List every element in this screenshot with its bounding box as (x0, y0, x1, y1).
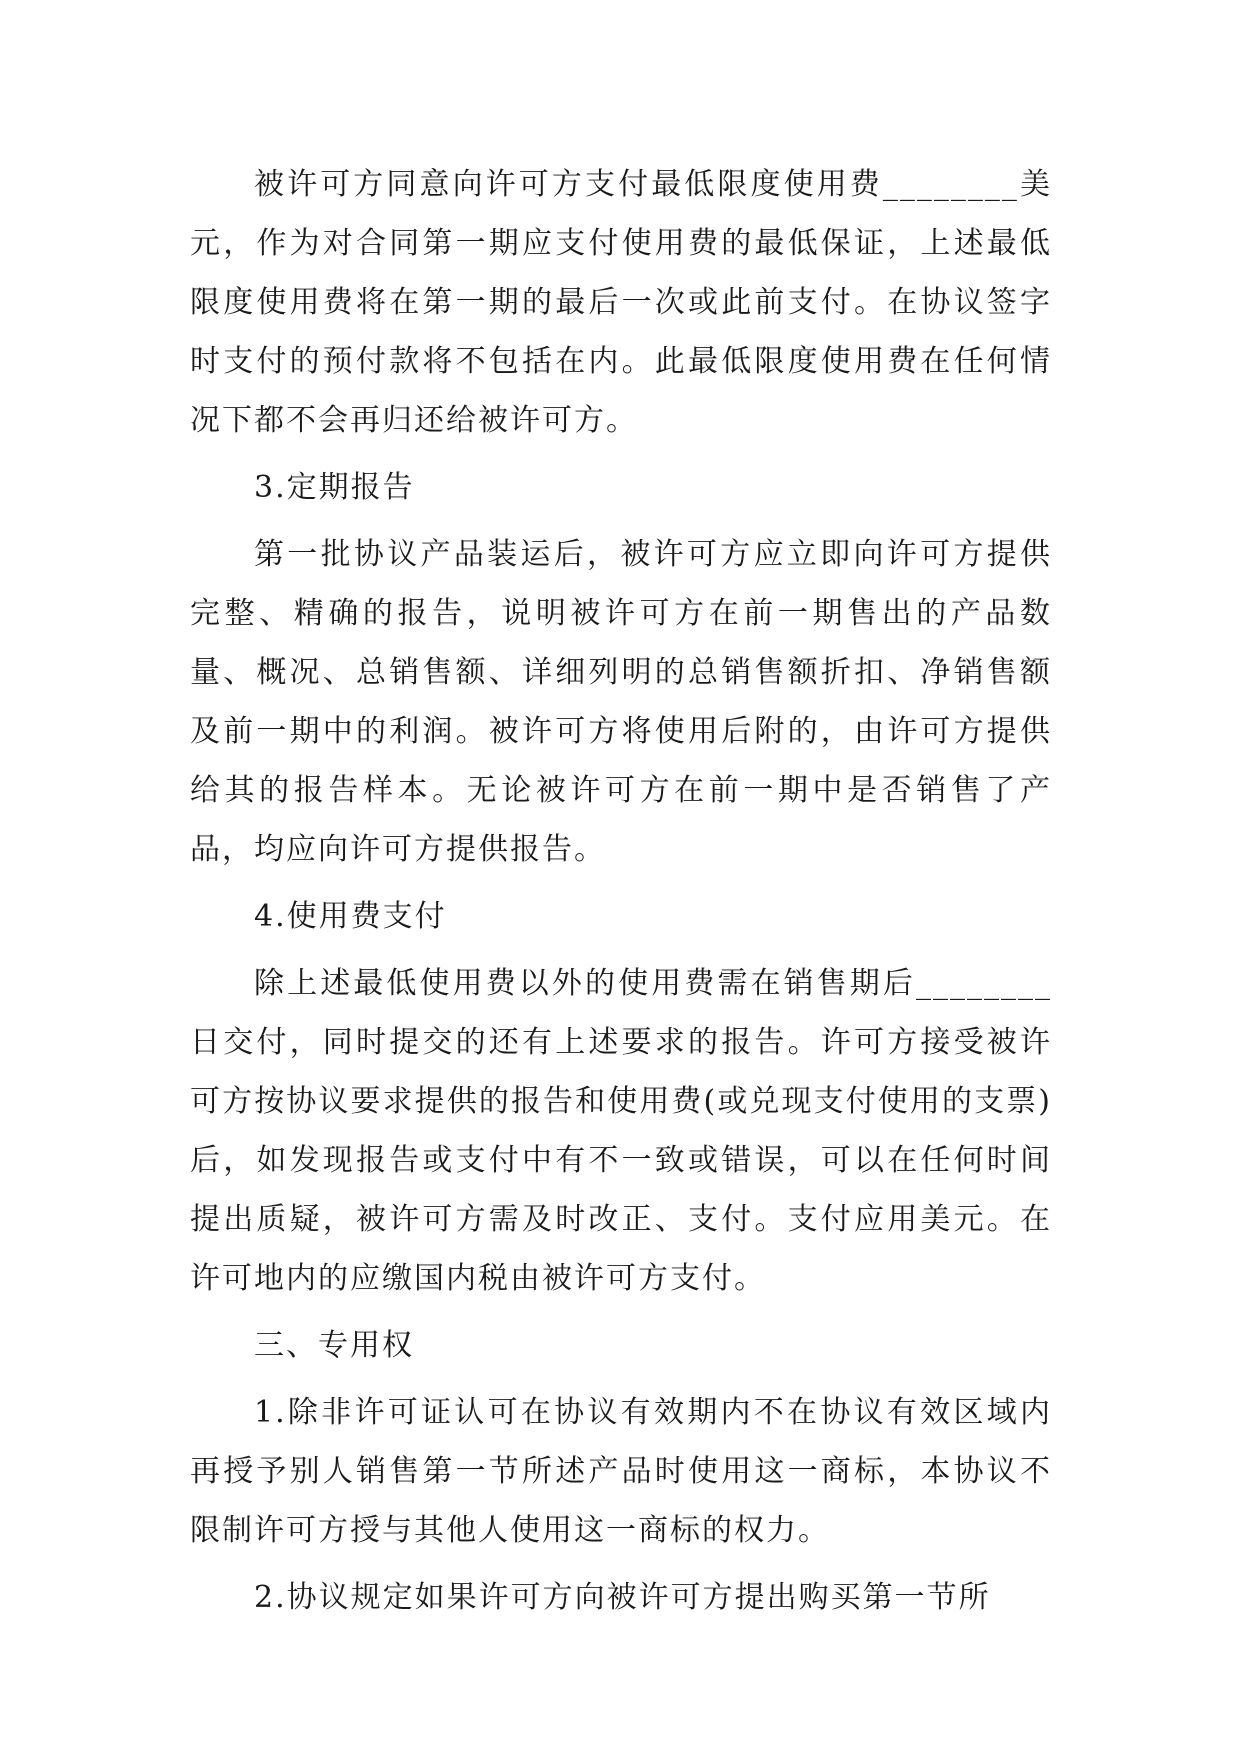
paragraph-periodic-report: 第一批协议产品装运后，被许可方应立即向许可方提供完整、精确的报告，说明被许可方在前一期售出的产品数量、概况、总销售额、详细列明的总销售额折扣、净销售额及前一期中的利润。被许可方将使用后附的，由许可方提供给其的报告样本。无论被许可方在前一期中是否销售了产品，均应向许可方提供报告。 (190, 537, 1052, 867)
paragraph-exclusive-rights-2: 2.协议规定如果许可方向被许可方提出购买第一节所 (254, 1580, 991, 1615)
section-heading-exclusive-rights: 三、专用权 (254, 1328, 414, 1363)
section-heading-royalty-payment: 4.使用费支付 (254, 899, 447, 934)
paragraph-minimum-royalty: 被许可方同意向许可方支付最低限度使用费________美元，作为对合同第一期应支付使用费的最低保证，上述最低限度使用费将在第一期的最后一次或此前支付。在协议签字时支付的预付款将不包括在内。此最低限度使用费在任何情况下都不会再归还给被许可方。 (190, 167, 1052, 438)
section-heading-periodic-report: 3.定期报告 (254, 470, 415, 505)
document-body (190, 155, 1052, 1635)
paragraph-exclusive-rights-1: 1.除非许可证认可在协议有效期内不在协议有效区域内再授予别人销售第一节所述产品时使用这一商标，本协议不限制许可方授与其他人使用这一商标的权力。 (190, 1395, 1052, 1548)
paragraph-royalty-payment: 除上述最低使用费以外的使用费需在销售期后________日交付，同时提交的还有上述要求的报告。许可方接受被许可方按协议要求提供的报告和使用费(或兑现支付使用的支票)后，如发现报告或支付中有不一致或错误，可以在任何时间提出质疑，被许可方需及时改正、支付。支付应用美元。在许可地内的应缴国内税由被许可方支付。 (190, 966, 1052, 1296)
